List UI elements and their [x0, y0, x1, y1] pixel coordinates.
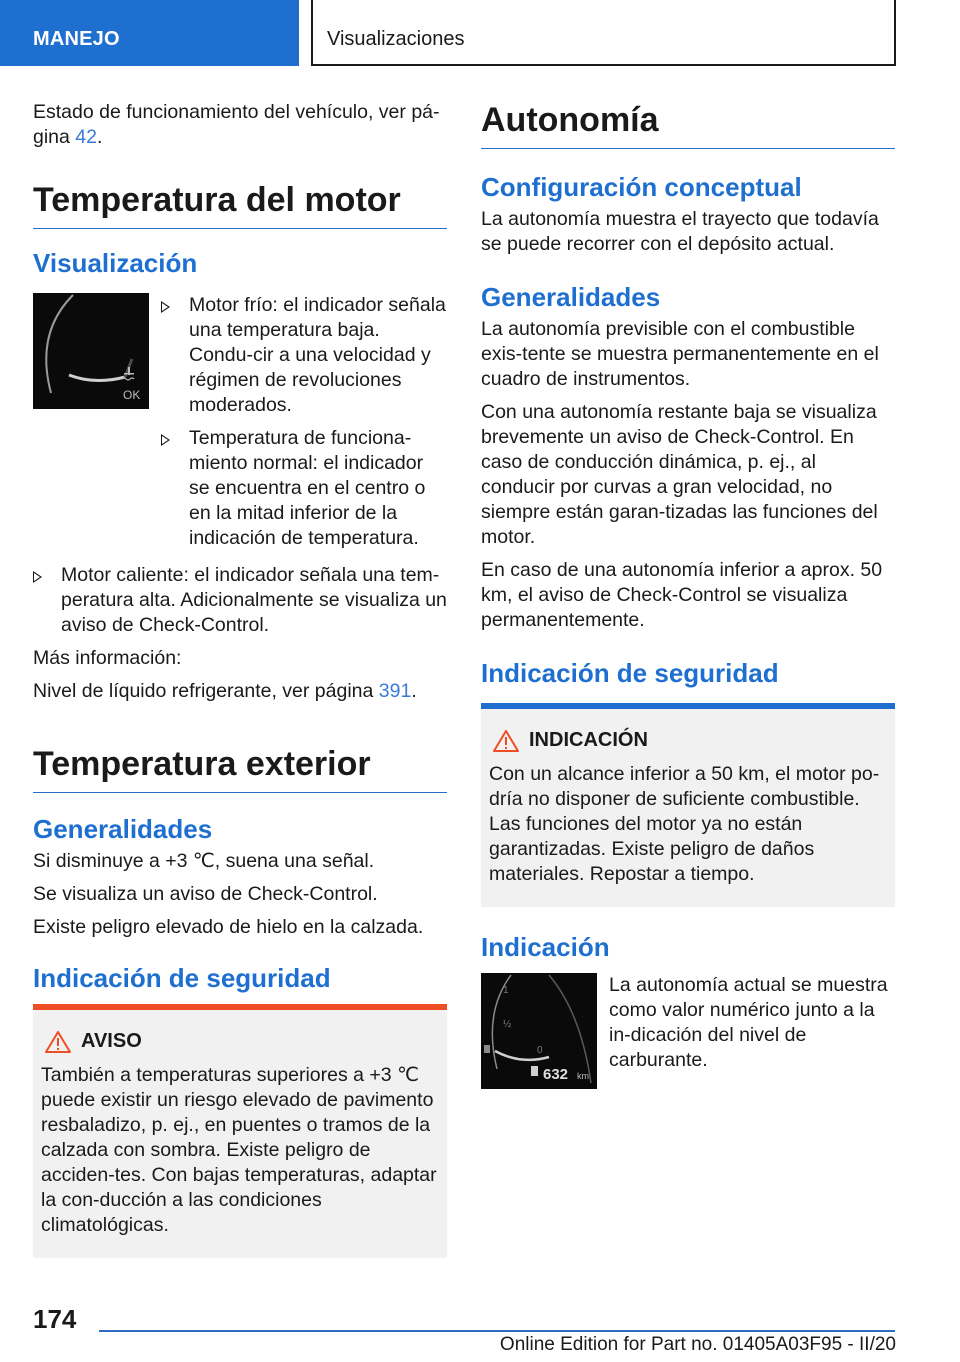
- warning-box: [33, 1004, 447, 1258]
- intro-text: Estado de funcionamiento del vehículo, ver pá-gina: [33, 101, 440, 148]
- fuel-gauge-image: [481, 973, 597, 1089]
- outside-general-heading: Generalidades: [33, 814, 213, 844]
- outside-temp-title: Temperatura exterior: [33, 744, 447, 793]
- chapter-box: [311, 0, 896, 66]
- page-link-391[interactable]: 391: [378, 680, 412, 702]
- left-column: [33, 100, 447, 1258]
- range-display-heading: Indicación: [481, 932, 610, 962]
- page-number: 174: [33, 1304, 77, 1334]
- coolant-paragraph: [33, 679, 447, 704]
- temperature-gauge-icon: [33, 293, 149, 409]
- list-item-text: Temperatura de funciona-miento normal: el indicador se encuentra en el centro o en la mitad inferior de la indicación de temperatura.: [189, 427, 426, 549]
- page-link-42[interactable]: 42: [75, 126, 97, 148]
- warning-label: AVISO: [81, 1030, 142, 1052]
- list-item-text: Motor frío: el indicador señala una temperatura baja. Condu-cir a una velocidad y régimen de revoluciones moderados.: [189, 294, 446, 416]
- footer-divider: [99, 1330, 895, 1332]
- page-footer: [0, 1290, 960, 1362]
- outside-line-3: Existe peligro elevado de hielo en la calzada.: [33, 916, 424, 938]
- engine-temp-list-b: [33, 563, 447, 638]
- coolant-end: .: [411, 680, 417, 702]
- general-paragraph-2: Con una autonomía restante baja se visualiza brevemente un aviso de Check-Control. En caso de conducción dinámica, p. ej., al conducir por curvas a gran velocidad, no siempre están garan-tizadas las funciones del motor.: [481, 401, 878, 548]
- gauge-tick-empty: 0: [537, 1045, 543, 1056]
- gauge-ok-label: OK: [123, 388, 141, 402]
- warning-triangle-icon: [45, 1031, 71, 1053]
- more-info-label: Más información:: [33, 647, 182, 669]
- notice-text: Con un alcance inferior a 50 km, el motor po-dría no disponer de suficiente combustible. Las funciones del motor ya no están garantizadas. Existe peligro de daños materiales. Repostar a tiempo.: [489, 763, 880, 885]
- engine-temp-list-a: [161, 293, 447, 559]
- display-text: La autonomía actual se muestra como valor numérico junto a la in-dicación del nivel de carburante.: [609, 974, 888, 1071]
- temperature-gauge-image: [33, 293, 149, 409]
- edition-text: Online Edition for Part no. 01405A03F95 - II/20: [499, 1334, 896, 1355]
- notice-label: INDICACIÓN: [529, 729, 648, 751]
- range-figure-block: [481, 973, 895, 1089]
- warning-text: También a temperaturas superiores a +3 ℃ puede existir un riesgo elevado de pavimento resbaladizo, p. ej., en puentes o tramos de la calzada con sombra. Existe peligro de acciden-tes. Con bajas temperaturas, adaptar la con-ducción a las condiciones climatológicas.: [41, 1064, 437, 1236]
- chapter-label: Visualizaciones: [327, 28, 465, 50]
- notice-header: [493, 729, 887, 752]
- engine-temp-title: Temperatura del motor: [33, 180, 447, 229]
- list-item-text: Motor caliente: el indicador señala una tem-peratura alta. Adicionalmente se visualiza un aviso de Check-Control.: [61, 564, 447, 636]
- intro-paragraph: [33, 100, 447, 150]
- outside-line-2: Se visualiza un aviso de Check-Control.: [33, 883, 378, 905]
- engine-temp-figure-block: [33, 293, 447, 559]
- fuel-gauge-icon: [481, 973, 597, 1089]
- outside-line-1: Si disminuye a +3 ℃, suena una señal.: [33, 850, 375, 872]
- coolant-text: Nivel de líquido refrigerante, ver página: [33, 680, 379, 702]
- warning-header: [45, 1030, 439, 1053]
- right-column: [481, 100, 895, 1093]
- section-tab: [0, 0, 299, 66]
- notice-box: [481, 703, 895, 907]
- range-unit-label: km: [577, 1071, 589, 1081]
- range-title: Autonomía: [481, 100, 895, 149]
- range-value-label: 632: [543, 1066, 569, 1083]
- concept-heading: Configuración conceptual: [481, 172, 802, 202]
- general-paragraph-3: En caso de una autonomía inferior a aprox. 50 km, el aviso de Check-Control se visualiza permanentemente.: [481, 559, 883, 631]
- concept-text: La autonomía muestra el trayecto que todavía se puede recorrer con el depósito actual.: [481, 208, 879, 255]
- range-general-heading: Generalidades: [481, 282, 661, 312]
- intro-end: .: [97, 126, 103, 148]
- outside-safety-heading: Indicación de seguridad: [33, 963, 331, 993]
- section-label: MANEJO: [33, 28, 120, 50]
- list-item: [33, 563, 447, 638]
- list-item: [161, 293, 447, 418]
- gauge-tick-half: ½: [503, 1019, 512, 1030]
- warning-triangle-icon: [493, 730, 519, 752]
- general-paragraph-1: La autonomía previsible con el combustible exis-tente se muestra permanentemente en el cuadro de instrumentos.: [481, 318, 879, 390]
- engine-display-heading: Visualización: [33, 248, 198, 278]
- gauge-tick-full: 1: [503, 985, 509, 996]
- page-header: [0, 0, 960, 66]
- list-item: [161, 426, 447, 551]
- range-safety-heading: Indicación de seguridad: [481, 658, 779, 688]
